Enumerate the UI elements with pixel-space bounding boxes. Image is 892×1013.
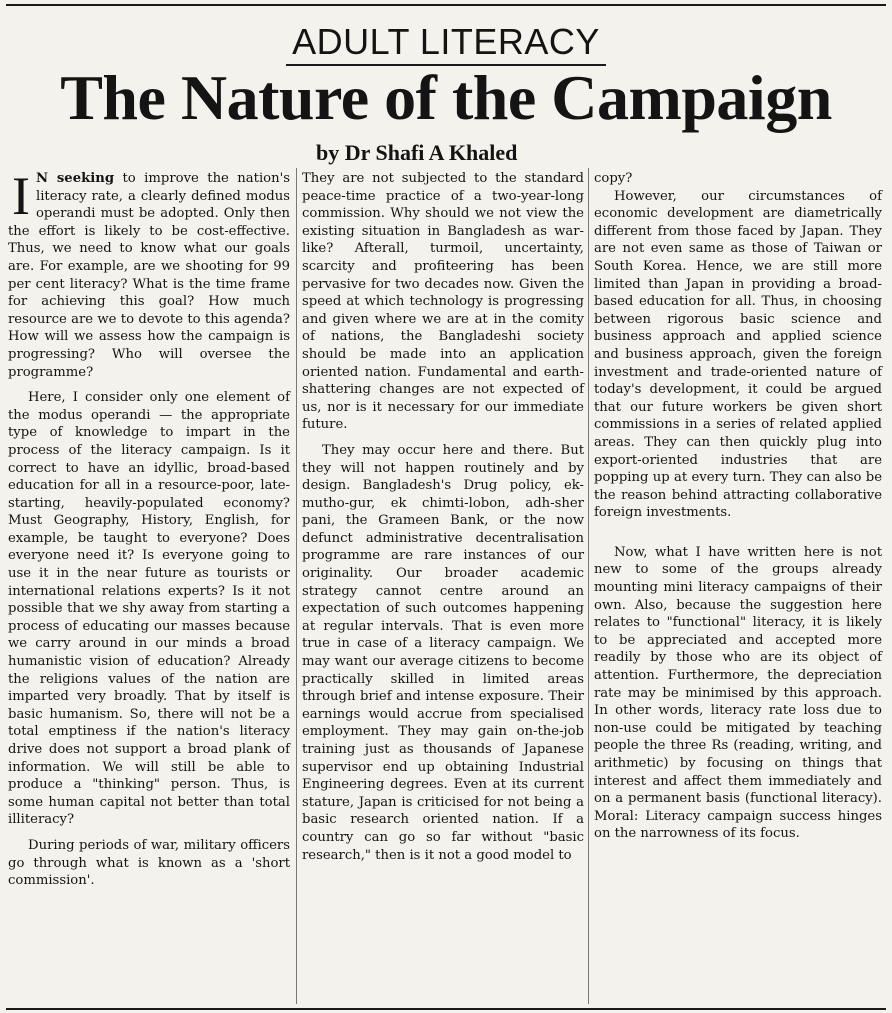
paragraph: I N seeking to improve the nation's literacy rate, a clearly defined modus operandi must be adopted. Only then the effort is likely to be cost-effective. Thus, we need to know what our goals are. For example, are we shooting for 99 per cent literacy? What is the time frame for achieving this goal? How much resource are we to devote to this agenda? How will we assess how the campaign is progressing? Who will oversee the programme?: [8, 166, 290, 380]
headline: The Nature of the Campaign: [60, 62, 832, 133]
bottom-rule: [6, 1008, 886, 1010]
column-divider: [588, 168, 589, 1004]
section-label: ADULT LITERACY: [0, 24, 892, 60]
paragraph: Now, what I have written here is not new to some of the groups already mounting mini literacy campaigns of their own. Also, because the suggestion here relates to "functional" literacy, it is likely to be appreciated and accepted more readily by those who are its object of attention. Furthermore, the depreciation rate may be minimised by this approach. In other words, literacy rate loss due to non-use could be mitigated by teaching people the three Rs (reading, writing, and arithmetic) by focusing on things that interest and affect them immediately and on a permanent basis (functional literacy). Moral: Literacy campaign success hinges on the narrowness of its focus.: [594, 544, 882, 842]
column-1: [8, 166, 290, 890]
drop-cap: I: [12, 166, 30, 226]
paragraph: They are not subjected to the standard peace-time practice of a two-year-long commission. Why should we not view the existing situation in Bangladesh as war-like? Afterall, turmoil, uncertainty, scarcity and profiteering has been pervasive for two decades now. Given the speed at which technology is progressing and given where we are at in the comity of nations, the Bangladeshi society should be made into an application oriented nation. Fundamental and earth-shattering changes are not expected of us, nor is it necessary for our immediate future.: [302, 171, 584, 433]
column-2: [302, 170, 584, 864]
paragraph: However, our circumstances of economic development are diametrically different from those faced by Japan. They are not even same as those of Taiwan or South Korea. Hence, we are still more limited than Japan in providing a broad-based education for all. Thus, in choosing between rigorous basic science and business approach and applied science and business approach, given the foreign investment and trade-oriented nature of today's development, it could be argued that our future workers be given short commissions in a series of related applied areas. They can then quickly plug into export-oriented industries that are popping up at every turn. They can also be the reason behind attracting collaborative foreign investments.: [594, 188, 882, 521]
paragraph: They may occur here and there. But they will not happen routinely and by design. Bangladesh's Drug policy, ek-mutho-gur, ek chimti-lobon, adh-sher pani, the Grameen Bank, or the now defunct administrative decentralisation programme are rare instances of our originality. Our broader academic strategy cannot centre around an expectation of such outcomes happening at regular intervals. That is even more true in case of a literacy campaign. We may want our average citizens to become practically skilled in limited areas through brief and intense exposure. Their earnings would accrue from specialised employment. They may gain on-the-job training just as thousands of Japanese supervisor end up obtaining Industrial Engineering degrees. Even at its current stature, Japan is criticised for not being a basic research oriented nation. If a country can go so far without "basic research," then is it not a good model to: [302, 442, 584, 863]
column-divider: [296, 168, 297, 1004]
byline: by Dr Shafi A Khaled: [316, 140, 518, 165]
paragraph: During periods of war, military officers go through what is known as a 'short commission'.: [8, 837, 290, 889]
top-rule: [6, 4, 886, 6]
paragraph: Here, I consider only one element of the modus operandi — the appropriate type of knowledge to impart in the process of the literacy campaign. Is it correct to have an idyllic, broad-based education for all in a resource-poor, late-starting, heavily-populated economy? Must Geography, History, English, for example, be taught to everyone? Does everyone need it? Is everyone going to use it in the near future as tourists or international relations experts? Is it not possible that we shy away from starting a process of educating our masses because we carry around in our minds a broad humanistic vision of education? Already the religions values of the nation are imparted very broadly. That by itself is basic humanism. So, there will not be a total emptiness if the nation's literacy drive does not support a broad plank of information. We will still be able to produce a "thinking" person. Thus, is some human capital not better than total illiteracy?: [8, 390, 290, 828]
paragraph: copy?: [594, 171, 633, 186]
column-3: [594, 170, 882, 843]
